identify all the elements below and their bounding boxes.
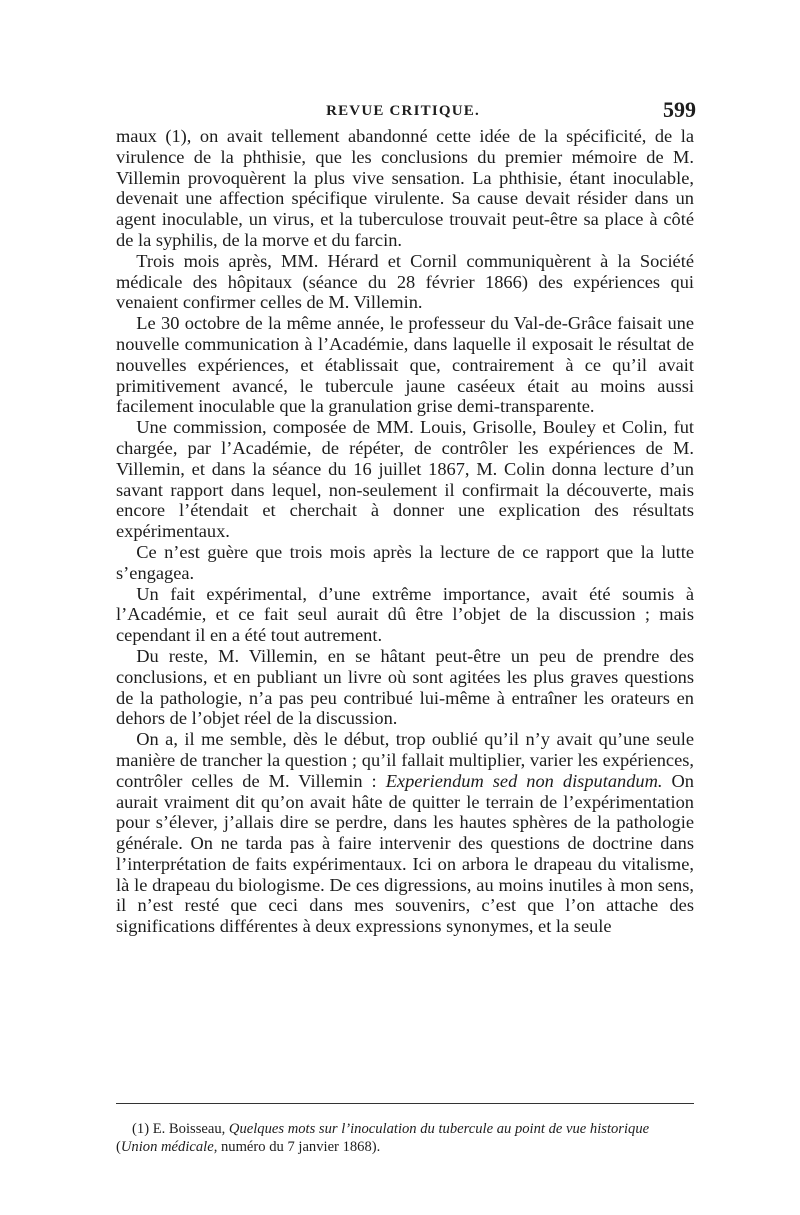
footnote-italic-text: Union médicale — [120, 1139, 214, 1155]
paragraph-text: Ce n’est guère que trois mois après la lecture de ce rapport que la lutte s’engagea. — [116, 541, 694, 583]
footnote-text: (1) E. Boisseau, — [132, 1121, 229, 1137]
paragraph-text: Une commission, composée de MM. Louis, Grisolle, Bouley et Colin, fut chargée, par l’Académie, de répéter, de contrôler les expériences de M. Villemin, et dans la séance du 16 juillet 1867, M. Colin donna lecture d’un savant rapport dans lequel, non-seulement il confirmait la découverte, mais encore l’étendait et cherchait à donner une explication des résultats expérimentaux. — [116, 417, 694, 542]
paragraph-text: Du reste, M. Villemin, en se hâtant peut-être un peu de prendre des conclusions, et en publiant un livre où sont agitées les plus graves questions de la pathologie, n’a pas peu contribué lui-même à entraîner les orateurs en dehors de l’objet réel de la discussion. — [116, 645, 694, 729]
footnote — [116, 1120, 694, 1156]
paragraph — [116, 646, 694, 729]
paragraph-text: On a, il me semble, dès le début, trop oublié qu’il n’y avait qu’une seule manière de trancher la question ; qu’il fallait multiplier, varier les expériences, contrôler celles de M. Villemin : — [116, 729, 694, 791]
paragraph — [116, 313, 694, 417]
paragraph-text: maux (1), on avait tellement abandonné cette idée de la spécificité, de la virulence de la phthisie, que les conclusions du premier mémoire de M. Villemin provoquèrent la plus vive sensation. La phthisie, étant inoculable, devenait une affection spécifique virulente. Sa cause devait résider dans un agent inoculable, un virus, et la tuberculose trouvait peut-être sa place à côté de la syphilis, de la morve et du farcin. — [116, 126, 694, 250]
italic-text: Experiendum sed non disputandum. — [385, 770, 663, 791]
body-text — [116, 126, 694, 937]
paragraph-text: Un fait expérimental, d’une extrême importance, avait été soumis à l’Académie, et ce fait seul aurait dû être l’objet de la discussion ; mais cependant il en a été tout autrement. — [116, 583, 694, 646]
paragraph — [116, 126, 694, 251]
paragraph — [116, 729, 694, 937]
paragraph-text: Trois mois après, MM. Hérard et Cornil communiquèrent à la Société médicale des hôpitaux (séance du 28 février 1866) des expériences qui venaient confirmer celles de M. Villemin. — [116, 250, 694, 313]
running-head — [116, 95, 696, 125]
paragraph — [116, 417, 694, 542]
footnote-rule — [116, 1103, 694, 1104]
paragraph — [116, 584, 694, 646]
footnote-italic-text: Quelques mots sur l’inoculation du tubercule au point de vue historique — [228, 1121, 650, 1137]
paragraph — [116, 251, 694, 313]
paragraph-text: On aurait vraiment dit qu’on avait hâte de quitter le terrain de l’expérimentation pour s’élever, j’allais dire se perdre, dans les hautes sphères de la pathologie générale. On ne tarda pas à faire intervenir des questions de doctrine dans l’interprétation de faits expérimentaux. Ici on arbora le drapeau du vitalisme, là le drapeau du biologisme. De ces digressions, au moins inutiles à mon sens, il n’est resté que ceci dans mes souvenirs, c’est que l’on attache des significations différentes à deux expressions synonymes, et la seule — [116, 770, 694, 937]
paragraph-text: Le 30 octobre de la même année, le professeur du Val-de-Grâce faisait une nouvelle communication à l’Académie, dans laquelle il exposait le résultat de nouvelles expériences, et établissait que, contrairement à ce qu’il avait primitivement avancé, le tubercule jaune caséeux était au moins aussi facilement inoculable que la granulation grise demi-transparente. — [116, 313, 694, 417]
paragraph — [116, 542, 694, 584]
running-title: REVUE CRITIQUE. — [326, 103, 480, 119]
footnote-text: ( — [116, 1139, 121, 1155]
footnote-text: , numéro du 7 janvier 1868). — [213, 1139, 381, 1155]
page-number: 599 — [663, 97, 696, 122]
